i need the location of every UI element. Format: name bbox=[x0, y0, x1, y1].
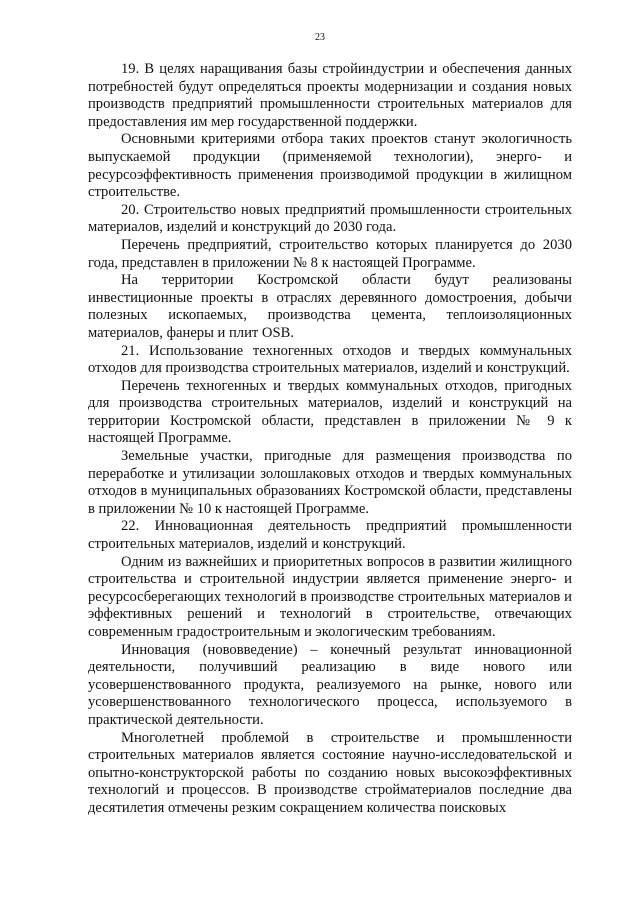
paragraph-priority-issues: Одним из важнейших и приоритетных вопросов в развитии жилищного строительства и строительной индустрии является применение энерго- и ресурсосберегающих технологий в производстве строительных материалов и эффективных решений и технологий в строительстве, отвечающих современным градостроительным и экологическим требованиям. bbox=[88, 553, 572, 640]
paragraph-21-heading: 21. Использование техногенных отходов и твердых коммунальных отходов для производства строительных материалов, изделий и конструкций. bbox=[88, 342, 572, 377]
paragraph-land-plots: Земельные участки, пригодные для размещения производства по переработке и утилизации золошлаковых отходов и твердых коммунальных отходов в муниципальных образованиях Костромской области, представлены в приложении № 10 к настоящей Программе. bbox=[88, 448, 572, 517]
paragraph-selection-criteria: Основными критериями отбора таких проектов станут экологичность выпускаемой продукции (применяемой технологии), энерго- и ресурсоэффективность применения производимой продукции в жилищном строительстве. bbox=[88, 131, 572, 201]
paragraph-enterprise-list: Перечень предприятий, строительство которых планируется до 2030 года, представлен в приложении № 8 к настоящей Программе. bbox=[88, 236, 572, 271]
document-body bbox=[88, 61, 572, 818]
page-number: 23 bbox=[315, 32, 325, 43]
paragraph-20-heading: 20. Строительство новых предприятий промышленности строительных материалов, изделий и конструкций до 2030 года. bbox=[88, 201, 572, 236]
paragraph-long-term-problem: Многолетней проблемой в строительстве и промышленности строительных материалов является состояние научно-исследовательской и опытно-конструкторской работы по созданию новых высокоэффективных технологий и процессов. В производстве стройматериалов последние два десятилетия отмечены резким сокращением количества поисковых bbox=[88, 729, 572, 816]
paragraph-22-heading: 22. Инновационная деятельность предприятий промышленности строительных материалов, изделий и конструкций. bbox=[88, 518, 572, 553]
paragraph-investment-projects: На территории Костромской области будут реализованы инвестиционные проекты в отраслях деревянного домостроения, добычи полезных ископаемых, производства цемента, теплоизоляционных материалов, фанеры и плит OSB. bbox=[88, 272, 572, 341]
paragraph-19-goal: 19. В целях наращивания базы стройиндустрии и обеспечения данных потребностей будут определяться проекты модернизации и создания новых производств предприятий промышленности строительных материалов для предоставления им мер государственной поддержки. bbox=[88, 61, 572, 130]
paragraph-waste-list: Перечень техногенных и твердых коммунальных отходов, пригодных для производства строительных материалов, изделий и конструкций на территории Костромской области, представлен в приложении № 9 к настоящей Программе. bbox=[88, 377, 572, 447]
paragraph-innovation-definition: Инновация (нововведение) – конечный результат инновационной деятельности, получивший реализацию в виде нового или усовершенствованного продукта, реализуемого на рынке, нового или усовершенствованного технологического процесса, используемого в практической деятельности. bbox=[88, 641, 572, 728]
